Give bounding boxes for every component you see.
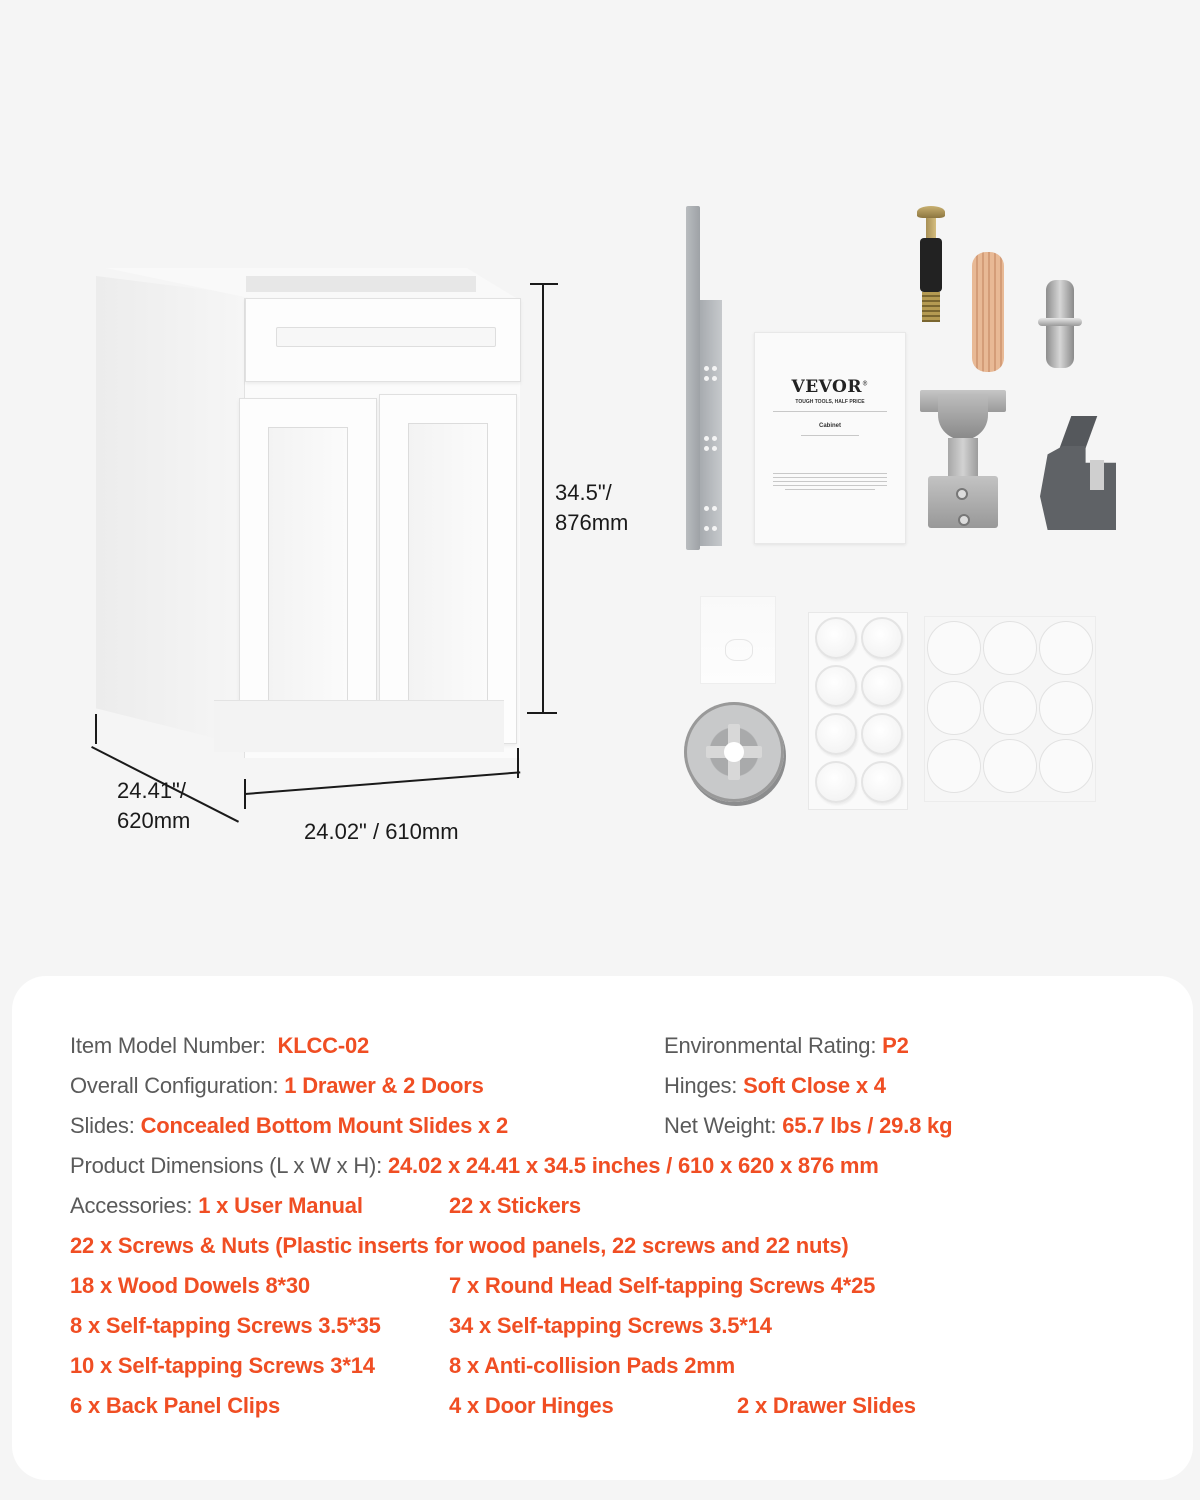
spec-model bbox=[70, 1031, 369, 1061]
cabinet-side-panel bbox=[96, 276, 246, 746]
hinge-cup bbox=[938, 394, 988, 440]
depth-dimension-cap-left bbox=[95, 714, 97, 744]
door-panel bbox=[268, 427, 348, 715]
manual-text-line bbox=[773, 481, 887, 482]
accessory-item: 34 x Self-tapping Screws 3.5*14 bbox=[449, 1313, 772, 1338]
cam-lock-icon bbox=[684, 702, 784, 802]
spec-label: Hinges: bbox=[664, 1073, 738, 1098]
anti-collision-pad-icon bbox=[808, 612, 908, 810]
accessory-item: 8 x Anti-collision Pads 2mm bbox=[449, 1353, 735, 1378]
depth-dimension-label bbox=[117, 776, 190, 836]
height-dimension-label bbox=[555, 478, 628, 538]
cabinet-front bbox=[244, 298, 520, 758]
manual-brand bbox=[755, 377, 905, 397]
accessory-item: 7 x Round Head Self-tapping Screws 4*25 bbox=[449, 1273, 876, 1298]
spec-label: Accessories: bbox=[70, 1193, 193, 1218]
cover-dot bbox=[983, 621, 1037, 675]
pad bbox=[861, 665, 903, 707]
accessory-item: 8 x Self-tapping Screws 3.5*35 bbox=[70, 1313, 381, 1338]
slide-hole bbox=[712, 446, 717, 451]
manual-text-line bbox=[773, 473, 887, 474]
cover-dot bbox=[983, 681, 1037, 735]
slide-hole bbox=[704, 506, 709, 511]
width-dimension-line bbox=[245, 771, 520, 795]
pad bbox=[815, 761, 857, 803]
clip-body bbox=[1040, 446, 1116, 530]
spec-configuration bbox=[70, 1071, 484, 1101]
spec-value: KLCC-02 bbox=[277, 1033, 370, 1058]
spec-value: 65.7 lbs / 29.8 kg bbox=[782, 1113, 953, 1138]
height-mm: 876mm bbox=[555, 510, 629, 535]
cabinet-top-opening bbox=[246, 276, 476, 292]
spec-value: 1 Drawer & 2 Doors bbox=[284, 1073, 484, 1098]
spec-net-weight bbox=[664, 1111, 952, 1141]
hinge-screw bbox=[956, 488, 968, 500]
depth-mm: 620mm bbox=[117, 808, 191, 833]
accessory-item: 2 x Drawer Slides bbox=[737, 1393, 916, 1418]
manual-title: Cabinet bbox=[818, 423, 841, 429]
bolt-shaft bbox=[926, 216, 936, 240]
spec-hinges bbox=[664, 1071, 886, 1101]
height-inches: 34.5"/ bbox=[555, 480, 612, 505]
pad bbox=[861, 617, 903, 659]
slide-hole bbox=[712, 506, 717, 511]
spec-value: P2 bbox=[882, 1033, 909, 1058]
width-dimension-cap-right bbox=[517, 748, 519, 778]
manual-brand-text: VEVOR bbox=[791, 377, 862, 397]
cover-dot bbox=[927, 621, 981, 675]
spec-slides bbox=[70, 1111, 508, 1141]
back-panel-clip-icon bbox=[1040, 416, 1116, 530]
spec-label: Net Weight: bbox=[664, 1113, 777, 1138]
clip-tab bbox=[1090, 460, 1104, 490]
spec-label: Overall Configuration: bbox=[70, 1073, 279, 1098]
pad bbox=[815, 665, 857, 707]
manual-text-line bbox=[773, 477, 887, 478]
accessory-item: 6 x Back Panel Clips bbox=[70, 1393, 280, 1418]
cover-dot bbox=[927, 681, 981, 735]
cabinet-door-right bbox=[379, 394, 517, 744]
slide-hole bbox=[704, 376, 709, 381]
manual-text-line bbox=[801, 435, 859, 436]
cover-dot bbox=[927, 739, 981, 793]
spec-environmental-rating bbox=[664, 1031, 909, 1061]
manual-text-line bbox=[785, 489, 875, 490]
slide-hole bbox=[712, 436, 717, 441]
door-hinge-icon bbox=[920, 390, 1006, 538]
width-dimension-cap-left bbox=[244, 779, 246, 809]
spec-value: Concealed Bottom Mount Slides x 2 bbox=[140, 1113, 509, 1138]
slide-hole bbox=[712, 366, 717, 371]
cover-dot bbox=[1039, 621, 1093, 675]
slide-hole bbox=[704, 366, 709, 371]
accessory-item: 22 x Stickers bbox=[449, 1193, 581, 1218]
cover-dot bbox=[983, 739, 1037, 793]
height-dimension-cap-bottom bbox=[527, 712, 557, 714]
depth-inches: 24.41"/ bbox=[117, 778, 186, 803]
manual-text-line bbox=[773, 485, 887, 486]
bolt-head bbox=[917, 206, 945, 218]
shelf-pin-icon bbox=[1038, 280, 1082, 368]
spec-label: Product Dimensions (L x W x H): bbox=[70, 1153, 383, 1178]
pin-collar bbox=[1038, 318, 1082, 326]
sticker-icon bbox=[700, 596, 776, 684]
accessory-item: 10 x Self-tapping Screws 3*14 bbox=[70, 1353, 375, 1378]
manual-text-line bbox=[773, 411, 887, 412]
slide-rail-bar bbox=[686, 206, 700, 550]
height-dimension-cap-top bbox=[530, 283, 558, 285]
spec-value: Soft Close x 4 bbox=[743, 1073, 886, 1098]
hinge-screw bbox=[958, 514, 970, 526]
accessory-item: 18 x Wood Dowels 8*30 bbox=[70, 1273, 310, 1298]
cover-dot bbox=[1039, 681, 1093, 735]
slide-hole bbox=[704, 526, 709, 531]
pad bbox=[815, 713, 857, 755]
slide-hole bbox=[704, 436, 709, 441]
spec-dimensions bbox=[70, 1151, 879, 1181]
spec-accessories bbox=[70, 1191, 363, 1221]
cover-dot bbox=[1039, 739, 1093, 793]
wood-dowel-icon bbox=[972, 252, 1004, 372]
spec-value: 24.02 x 24.41 x 34.5 inches / 610 x 620 x 876 mm bbox=[387, 1153, 879, 1178]
accessory-item: 22 x Screws & Nuts (Plastic inserts for wood panels, 22 screws and 22 nuts) bbox=[70, 1233, 849, 1258]
drawer-rail-detail bbox=[276, 327, 496, 347]
pad bbox=[861, 761, 903, 803]
screw-cover-icon bbox=[924, 616, 1096, 802]
spec-label: Item Model Number: bbox=[70, 1033, 266, 1058]
pad bbox=[861, 713, 903, 755]
cabinet-door-left bbox=[239, 398, 377, 748]
accessory-item: 1 x User Manual bbox=[198, 1193, 363, 1218]
manual-tagline: TOUGH TOOLS, HALF PRICE bbox=[795, 399, 865, 405]
cabinet-drawer bbox=[245, 298, 521, 382]
pad bbox=[815, 617, 857, 659]
spec-label: Environmental Rating: bbox=[664, 1033, 877, 1058]
slide-hole bbox=[712, 376, 717, 381]
cabinet-illustration bbox=[96, 268, 526, 758]
bolt-sleeve bbox=[920, 238, 942, 292]
drawer-slide-icon bbox=[686, 206, 726, 550]
cam-center-hole bbox=[724, 742, 744, 762]
height-dimension-line bbox=[542, 284, 544, 714]
door-panel bbox=[408, 423, 488, 711]
accessory-item: 4 x Door Hinges bbox=[449, 1393, 614, 1418]
slide-hole bbox=[712, 526, 717, 531]
user-manual-icon bbox=[754, 332, 906, 544]
sticker-mark bbox=[725, 639, 753, 661]
width-dimension-label: 24.02" / 610mm bbox=[304, 819, 459, 844]
slide-hole bbox=[704, 446, 709, 451]
registered-mark: ® bbox=[861, 380, 869, 388]
cabinet-toe-kick bbox=[214, 700, 504, 752]
bolt-thread bbox=[922, 292, 940, 322]
spec-label: Slides: bbox=[70, 1113, 135, 1138]
cam-bolt-icon bbox=[912, 206, 950, 324]
